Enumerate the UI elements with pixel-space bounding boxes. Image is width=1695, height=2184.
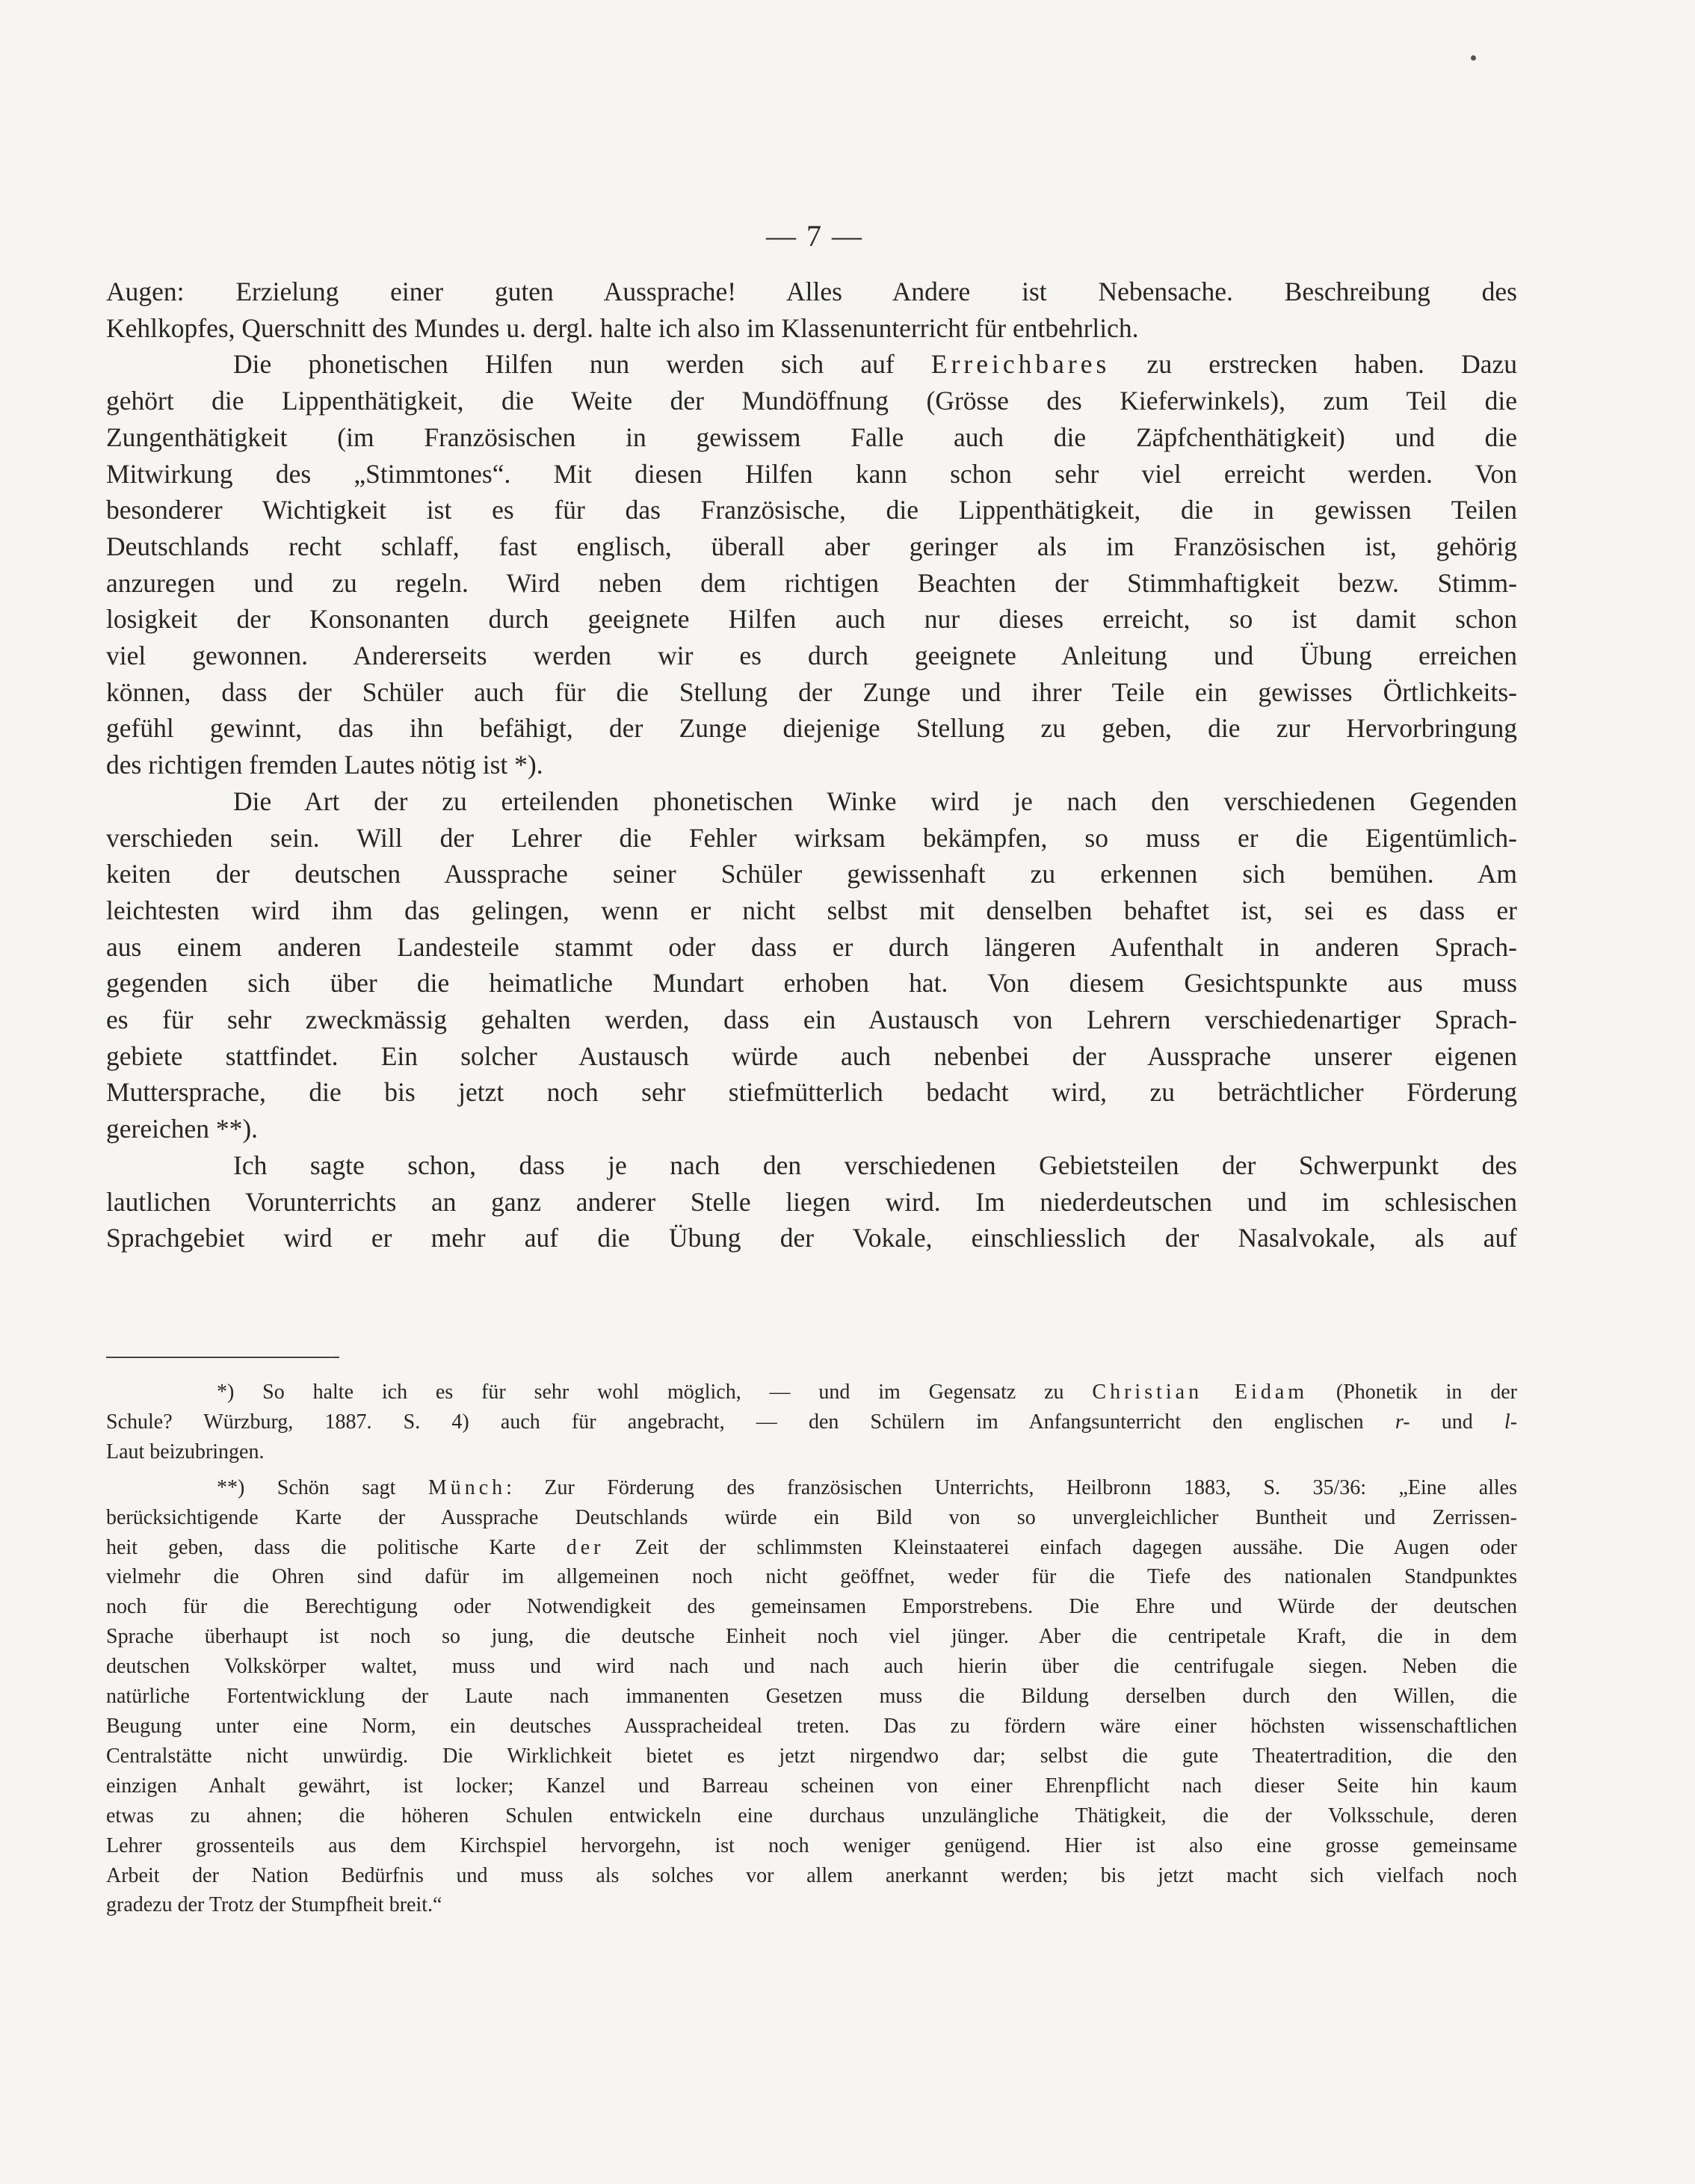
footnote-segment: Zeit der schlimmsten Kleinstaaterei einfach dagegen aussähe. Die Augen oder [635, 1535, 1517, 1559]
spaced-emphasis: der [566, 1535, 605, 1559]
footnote-line: Arbeit der Nation Bedürfnis und muss als solches vor allem anerkannt werden; bis jetzt macht sich vielfach noch [106, 1863, 1517, 1887]
body-line [106, 346, 1517, 383]
footnote-line [106, 1378, 1517, 1407]
body-line: Sprachgebiet wird er mehr auf die Übung der Vokale, einschliesslich der Nasalvokale, als auf [106, 1223, 1517, 1253]
body-line: Augen: Erzielung einer guten Aussprache! Alles Andere ist Nebensache. Beschreibung des [106, 277, 1517, 306]
footnote-line [106, 1407, 1517, 1437]
footnote-line: Centralstätte nicht unwürdig. Die Wirklichkeit bietet es jetzt nirgendwo dar; selbst die gute Theatertradition, die den [106, 1744, 1517, 1768]
footnote-line: natürliche Fortentwicklung der Laute nach immanenten Gesetzen muss die Bildung derselben durch den Willen, die [106, 1685, 1517, 1709]
body-line: viel gewonnen. Andererseits werden wir es durch geeignete Anleitung und Übung erreichen [106, 641, 1517, 671]
body-line: verschieden sein. Will der Lehrer die Fehler wirksam bekämpfen, so muss er die Eigentümlich- [106, 822, 1517, 853]
footnote-line: einzigen Anhalt gewährt, ist locker; Kanzel und Barreau scheinen von einer Ehrenpflicht nach dieser Seite hin kaum [106, 1774, 1517, 1798]
spaced-emphasis: Christian Eidam [1092, 1381, 1309, 1404]
body-line: des richtigen fremden Lautes nötig ist *). [106, 750, 543, 780]
body-line: Zungenthätigkeit (im Französischen in gewissem Falle auch die Zäpfchenthätigkeit) und die [106, 422, 1517, 452]
footnote-separator [106, 1357, 339, 1358]
footnote-segment: und [1441, 1410, 1473, 1434]
body-line: keiten der deutschen Aussprache seiner Schüler gewissenhaft zu erkennen sich bemühen. Am [106, 859, 1517, 889]
footnotes [106, 1378, 1517, 1920]
footnote-line: gradezu der Trotz der Stumpfheit breit.“ [106, 1893, 442, 1917]
footnote-line: Laut beizubringen. [106, 1440, 265, 1463]
body-line: können, dass der Schüler auch für die Stellung der Zunge und ihrer Teile ein gewisses Örtlichkeits- [106, 676, 1517, 707]
footnote-segment: heit geben, dass die politische Karte [106, 1535, 536, 1559]
body-line: Kehlkopfes, Querschnitt des Mundes u. dergl. halte ich also im Klassenunterricht für entbehrlich. [106, 312, 1139, 343]
body-line: Deutschlands recht schlaff, fast englisch, überall aber geringer als im Französischen ist, gehörig [106, 531, 1517, 561]
footnote-line: Lehrer grossenteils aus dem Kirchspiel hervorgehn, ist noch weniger genügend. Hier ist also eine grosse gemeinsame [106, 1833, 1517, 1857]
main-text [106, 274, 1517, 1256]
body-line: Ich sagte schon, dass je nach den verschiedenen Gebietsteilen der Schwerpunkt des [233, 1150, 1517, 1180]
body-line: aus einem anderen Landesteile stammt oder dass er durch längeren Aufenthalt in anderen Sprach- [106, 931, 1517, 962]
body-segment: zu erstrecken haben. Dazu [1146, 349, 1517, 380]
footnote-line: Beugung unter eine Norm, ein deutsches Ausspracheideal treten. Das zu fördern wäre einer höchsten wissenschaftlichen [106, 1714, 1517, 1738]
body-line: gefühl gewinnt, das ihn befähigt, der Zunge diejenige Stellung zu geben, die zur Hervorbringung [106, 713, 1517, 744]
body-line: Mitwirkung des „Stimmtones“. Mit diesen Hilfen kann schon sehr viel erreicht werden. Von [106, 458, 1517, 489]
body-line: losigkeit der Konsonanten durch geeignete Hilfen auch nur dieses erreicht, so ist damit schon [106, 604, 1517, 635]
spaced-emphasis: Erreichbares [930, 349, 1111, 380]
body-line: gebiete stattfindet. Ein solcher Austausch würde auch nebenbei der Aussprache unserer eigenen [106, 1040, 1517, 1071]
footnote-segment: (Phonetik in der [1336, 1381, 1518, 1404]
footnote-segment: **) Schön sagt [217, 1475, 396, 1499]
body-line: gereichen **). [106, 1114, 259, 1144]
body-line: lautlichen Vorunterrichts an ganz anderer Stelle liegen wird. Im niederdeutschen und im schlesischen [106, 1186, 1517, 1217]
page-number: — 7 — [766, 219, 863, 253]
footnote-line: berücksichtigende Karte der Aussprache Deutschlands würde ein Bild von so unvergleichlicher Buntheit und Zerrissen- [106, 1505, 1517, 1529]
body-line: gehört die Lippenthätigkeit, die Weite der Mundöffnung (Grösse des Kieferwinkels), zum Teil die [106, 386, 1517, 416]
footnote-line: noch für die Berechtigung oder Notwendigkeit des gemeinsamen Emporstrebens. Die Ehre und Würde der deutschen [106, 1595, 1517, 1619]
body-line: Muttersprache, die bis jetzt noch sehr stiefmütterlich bedacht wird, zu beträchtlicher Förderung [106, 1077, 1517, 1108]
footnote-line: Sprache überhaupt ist noch so jung, die deutsche Einheit noch viel jünger. Aber die centripetale Kraft, die in dem [106, 1625, 1517, 1649]
footnote-segment: : Zur Förderung des französischen Unterrichts, Heilbronn 1883, S. 35/36: „Eine alles [506, 1475, 1518, 1499]
footnote-line: etwas zu ahnen; die höheren Schulen entwickeln eine durchaus unzulängliche Thätigkeit, die der Volksschule, deren [106, 1804, 1517, 1827]
body-line: leichtesten wird ihm das gelingen, wenn er nicht selbst mit denselben behaftet ist, sei es dass er [106, 895, 1517, 925]
ink-speck [1471, 55, 1476, 61]
footnote-segment: Schule? Würzburg, 1887. S. 4) auch für angebracht, — den Schülern im Anfangsunterricht den englischen [106, 1410, 1364, 1434]
footnote-segment: *) So halte ich es für sehr wohl möglich, — und im Gegensatz zu [217, 1381, 1064, 1404]
footnote-line: deutschen Volkskörper waltet, muss und wird nach und nach auch hierin über die centrifugale siegen. Neben die [106, 1655, 1517, 1679]
body-line: Die Art der zu erteilenden phonetischen Winke wird je nach den verschiedenen Gegenden [233, 786, 1517, 816]
spaced-emphasis: Münch [427, 1475, 507, 1499]
body-line: besonderer Wichtigkeit ist es für das Französische, die Lippenthätigkeit, die in gewissen Teilen [106, 495, 1517, 525]
body-line: es für sehr zweckmässig gehalten werden, dass ein Austausch von Lehrern verschiedenartiger Sprach- [106, 1005, 1517, 1035]
footnote-line [106, 1533, 1517, 1563]
italic-letter: r- [1395, 1410, 1410, 1434]
body-line: anzuregen und zu regeln. Wird neben dem richtigen Beachten der Stimmhaftigkeit bezw. Stimm- [106, 567, 1517, 598]
footnote-line: vielmehr die Ohren sind dafür im allgemeinen noch nicht geöffnet, weder für die Tiefe des nationalen Standpunktes [106, 1565, 1517, 1589]
body-segment: Die phonetischen Hilfen nun werden sich auf [233, 349, 895, 380]
italic-letter: l- [1504, 1410, 1518, 1434]
footnote-line [106, 1473, 1517, 1503]
body-line: gegenden sich über die heimatliche Mundart erhoben hat. Von diesem Gesichtspunkte aus muss [106, 968, 1517, 999]
